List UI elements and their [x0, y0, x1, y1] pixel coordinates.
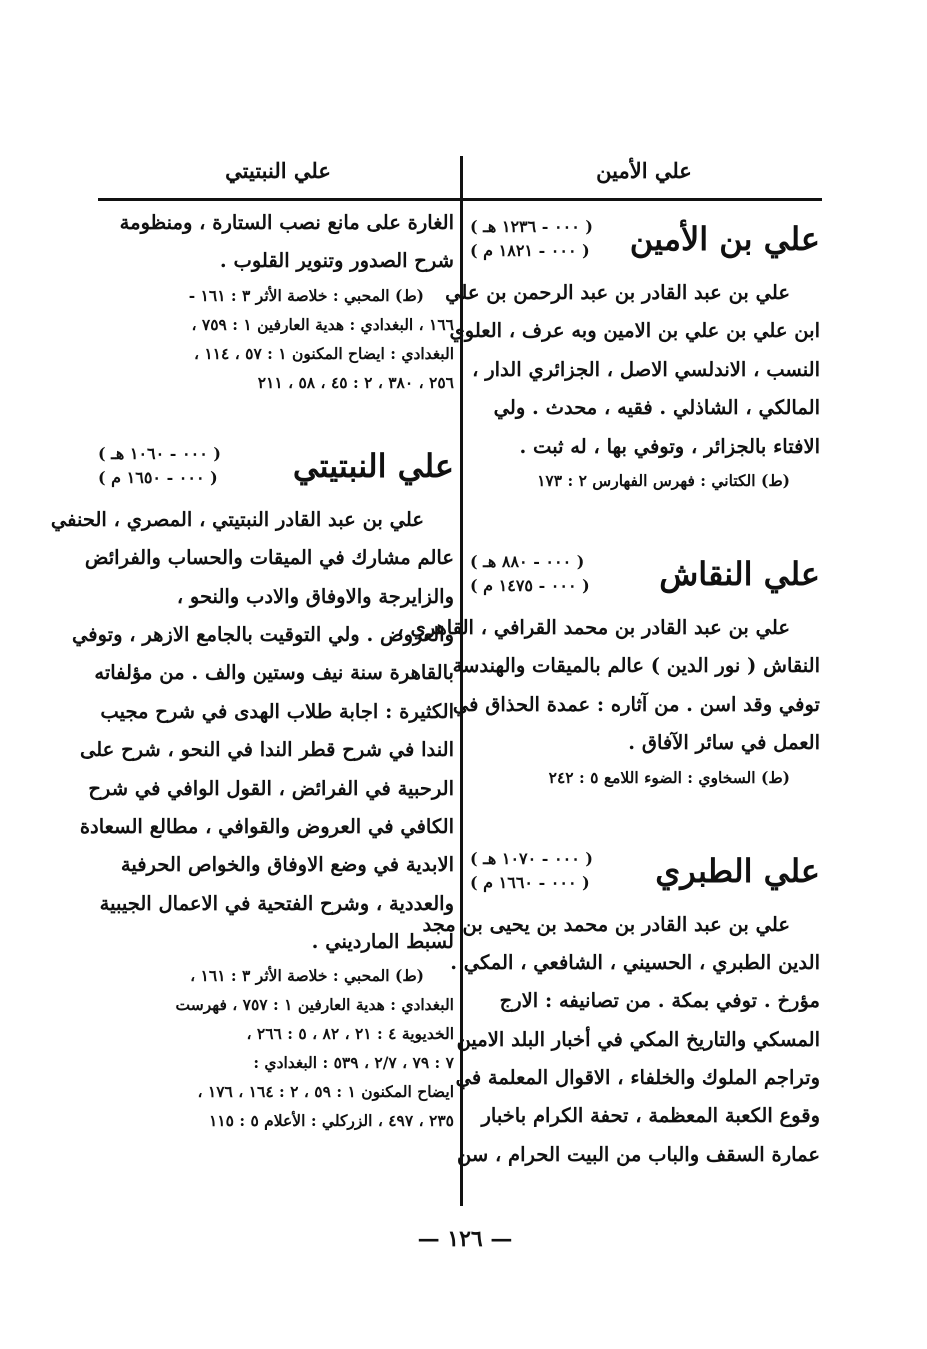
text-line: علي بن عبد القادر النبتيتي ، المصري ، الحنفي — [50, 507, 424, 531]
entry-gap — [470, 792, 820, 826]
right-column — [397, 204, 820, 1174]
text-line: عالم مشارك في الميقات والحساب والفرائض — [84, 546, 454, 570]
text-line: العمل في سائر الآفاق . — [628, 731, 820, 755]
source-citation: الخديوية ٤ : ٢١ ، ٨٢ ، ٥ : ٢٦٦ ، — [246, 1024, 454, 1044]
entry-dates — [470, 215, 593, 263]
text-line: وقوع الكعبة المعظمة ، تحفة الكرام باخبار — [481, 1104, 820, 1128]
entry-name: علي بن الأمين — [629, 220, 820, 258]
source-citation: (ط) المحبي : خلاصة الأثر ٣ : ١٦١ ، — [190, 966, 424, 986]
running-header-right: علي الأمين — [596, 158, 692, 183]
text-line: والعددية ، وشرح الفتحية في الاعمال الجيبية — [99, 891, 454, 915]
entry-name: علي النقاش — [659, 554, 820, 593]
entry-name: علي الطبري — [655, 851, 820, 890]
date-hijri: ( ٠٠٠ - ١٠٦٠ هـ ) — [98, 443, 221, 463]
text-line: والعروض . ولي التوقيت بالجامع الازهر ، وتوفي — [72, 622, 454, 646]
text-line: الافتاء بالجزائر ، وتوفي بها ، له ثبت . — [519, 434, 820, 458]
text-line: الندا في شرح قطر الندا في النحو ، شرح على — [79, 738, 454, 762]
text-line: مؤرخ . توفي بمكة . من تصانيفه : الارج — [499, 989, 820, 1013]
text-line: النقاش ( نور الدين ) عالم بالميقات والهندسة — [452, 654, 820, 678]
text-line: علي بن عبد القادر بن محمد بن يحيى بن مجد — [422, 912, 790, 936]
date-gregorian: ( ٠٠٠ - ١٦٥٠ م ) — [98, 467, 218, 487]
text-line: توفي وقد اسن . من آثاره : عمدة الحذاق في — [452, 692, 820, 716]
entry-dates — [470, 550, 590, 598]
text-line: الكافي في العروض والقوافي ، مطالع السعادة — [79, 814, 454, 838]
entry-name: علي النبتيتي — [292, 446, 454, 485]
running-header-left: علي النبتيتي — [225, 158, 331, 183]
date-gregorian: ( ٠٠٠ - ١٨٢١ م ) — [470, 241, 590, 260]
text-line: النسب ، الاندلسي الاصل ، الجزائري الدار ، — [472, 357, 820, 381]
source-citation: ٧ : ٧٩ ، ٢/٧ ، ٥٣٩ : البغدادي : — [253, 1053, 454, 1073]
text-line: لسبط المارديني . — [311, 930, 454, 954]
entry-heading — [470, 204, 820, 274]
source-citation: ٢٥٦ ، ٣٨٠ ، ٢ : ٤٥ ، ٥٨ ، ٢١١ — [257, 372, 454, 392]
entry-heading — [98, 431, 454, 501]
text-line: الغارة على مانع نصب الستارة ، ومنظومة — [119, 211, 454, 234]
date-hijri: ( ٠٠٠ - ٨٨٠ هـ ) — [470, 551, 585, 571]
text-line: عمارة السقف والباب من البيت الحرام ، سن — [456, 1142, 820, 1166]
text-line: الرحبية في الفرائض ، القول الوافي في شرح — [88, 776, 454, 800]
date-gregorian: ( ٠٠٠ - ١٦٦٠ م ) — [470, 872, 590, 892]
text-line: الدين الطبري ، الحسيني ، الشافعي ، المكي . — [450, 950, 820, 974]
text-line: بالقاهرة سنة نيف وستين والف . من مؤلفاته — [94, 661, 454, 685]
text-line: والزايرجة والاوفاق والادب والنحو ، — [176, 584, 454, 608]
entry-heading — [470, 539, 820, 609]
text-line: وتراجم الملوك والخلفاء ، الاقوال المعلمة في — [455, 1066, 820, 1090]
source-citation: ٢٣٥ ، ٤٩٧ ، الزركلي : الأعلام ٥ : ١١٥ — [208, 1111, 454, 1131]
date-hijri: ( ٠٠٠ - ١٠٧٠ هـ ) — [470, 848, 593, 868]
text-line: الكثيرة : اجابة طلاب الهدى في شرح مجيب — [100, 699, 454, 723]
entry-dates — [98, 442, 221, 490]
text-line: الابدية في وضع الاوفاق والخواص الحرفية — [120, 853, 454, 877]
source-citation: (ط) المحبي : خلاصة الأثر ٣ : ١٦١ - — [188, 285, 424, 305]
text-line: شرح الصدور وتنوير القلوب . — [219, 249, 454, 273]
date-gregorian: ( ٠٠٠ - ١٤٧٥ م ) — [470, 575, 590, 595]
page-number: — ١٢٦ — — [417, 1226, 513, 1252]
entry-dates — [470, 847, 593, 895]
text-line: ابن علي بن علي بن الامين وبه عرف ، العلوي — [449, 319, 820, 343]
text-line: علي بن عبد القادر بن محمد القرافي ، القاهري ، — [397, 615, 790, 639]
left-column — [50, 204, 454, 1135]
entry-gap — [98, 397, 454, 421]
text-line: المالكي ، الشاذلي . فقيه ، محدث . ولي — [493, 396, 820, 420]
text-line: المسكي والتاريخ المكي في أخبار البلد الامين — [456, 1027, 820, 1051]
source-citation: البغدادي : ايضاح المكنون ١ : ٥٧ ، ١١٤ ، — [193, 343, 454, 363]
source-citation: ١٦٦ ، البغدادي : هدية العارفين ١ : ٧٥٩ ، — [191, 314, 454, 334]
date-hijri: ( ٠٠٠ - ١٢٣٦ هـ ) — [470, 217, 593, 236]
entry-gap — [470, 495, 820, 529]
text-line: علي بن عبد القادر بن عبد الرحمن بن علي — [445, 281, 790, 304]
source-citation: (ط) السخاوي : الضوء اللامع ٥ : ٢٤٢ — [548, 767, 790, 787]
source-citation: البغدادي : هدية العارفين ١ : ٧٥٧ ، فهرست — [175, 995, 454, 1015]
source-citation: (ط) الكتاني : فهرس الفهارس ٢ : ١٧٣ — [537, 470, 790, 490]
entry-heading — [470, 836, 820, 906]
source-citation: ايضاح المكنون ١ : ٥٩ ، ٢ : ١٦٤ ، ١٧٦ ، — [197, 1082, 454, 1102]
